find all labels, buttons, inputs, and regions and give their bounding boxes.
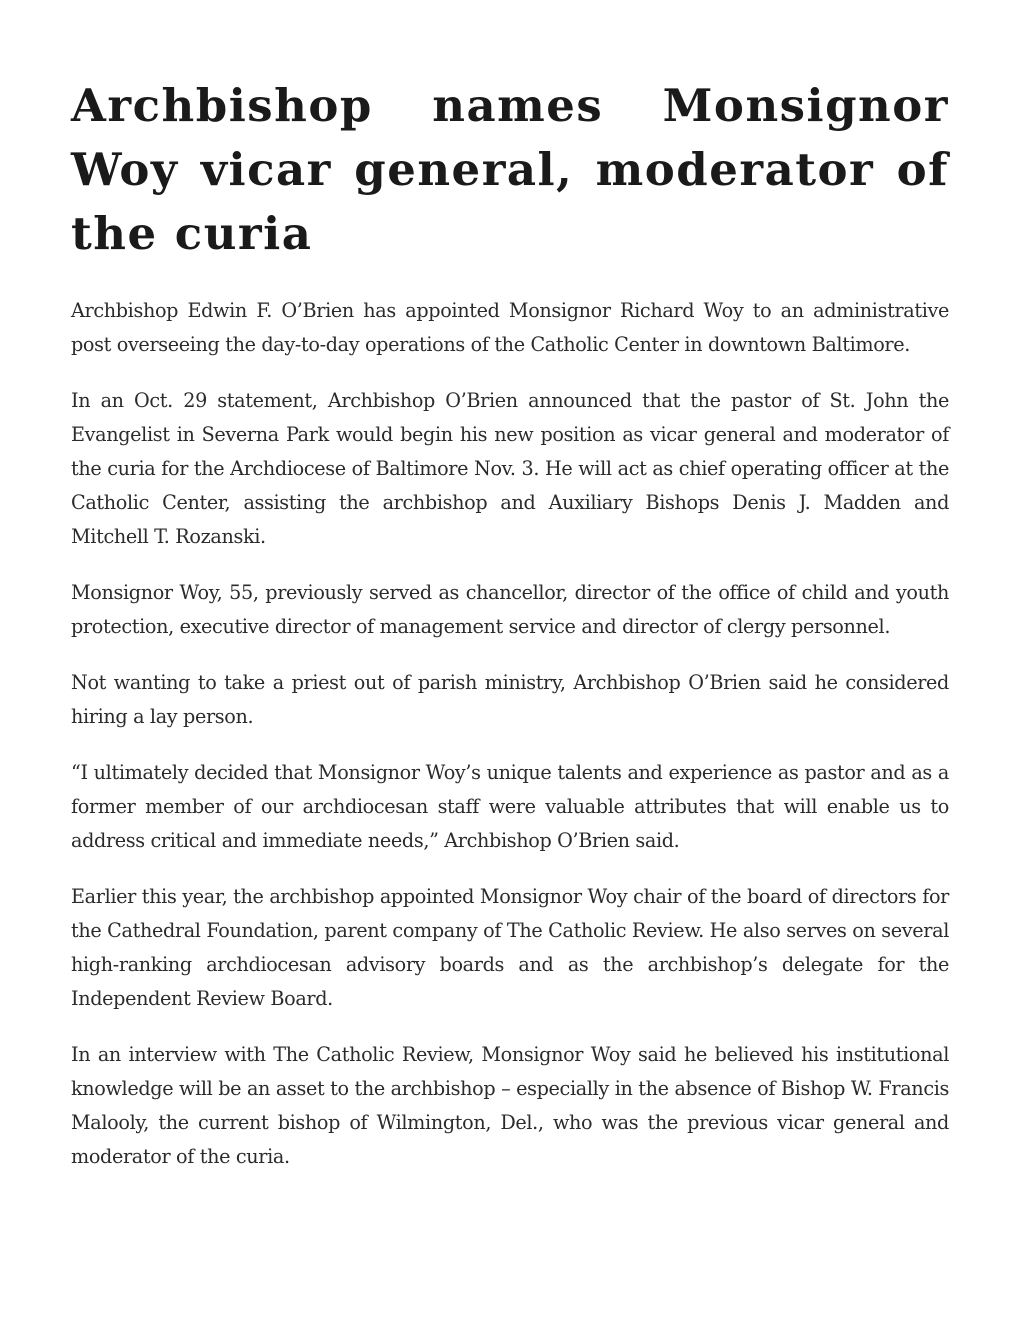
article-paragraph: Earlier this year, the archbishop appointed Monsignor Woy chair of the board of directors for the Cathedral Foundation, parent company of The Catholic Review. He also serves on several high-ranking archdiocesan advisory boards and as the archbishop’s delegate for the Independent Review Board.: [71, 885, 949, 1010]
article: [71, 74, 949, 1196]
article-paragraph: Archbishop Edwin F. O’Brien has appointed Monsignor Richard Woy to an administrative post overseeing the day-to-day operations of the Catholic Center in downtown Baltimore.: [71, 299, 949, 356]
article-paragraph: In an interview with The Catholic Review, Monsignor Woy said he believed his institutional knowledge will be an asset to the archbishop – especially in the absence of Bishop W. Francis Malooly, the current bishop of Wilmington, Del., who was the previous vicar general and moderator of the curia.: [71, 1043, 949, 1168]
article-paragraph: In an Oct. 29 statement, Archbishop O’Brien announced that the pastor of St. John the Evangelist in Severna Park would begin his new position as vicar general and moderator of the curia for the Archdiocese of Baltimore Nov. 3. He will act as chief operating officer at the Catholic Center, assisting the archbishop and Auxiliary Bishops Denis J. Madden and Mitchell T. Rozanski.: [71, 389, 949, 548]
article-body: [71, 294, 949, 1174]
article-paragraph: Monsignor Woy, 55, previously served as chancellor, director of the office of child and youth protection, executive director of management service and director of clergy personnel.: [71, 581, 949, 638]
article-paragraph: “I ultimately decided that Monsignor Woy’s unique talents and experience as pastor and as a former member of our archdiocesan staff were valuable attributes that will enable us to address critical and immediate needs,” Archbishop O’Brien said.: [71, 761, 949, 852]
article-title: Archbishop names Monsignor Woy vicar general, moderator of the curia: [71, 79, 949, 260]
article-paragraph: Not wanting to take a priest out of parish ministry, Archbishop O’Brien said he considered hiring a lay person.: [71, 671, 949, 728]
